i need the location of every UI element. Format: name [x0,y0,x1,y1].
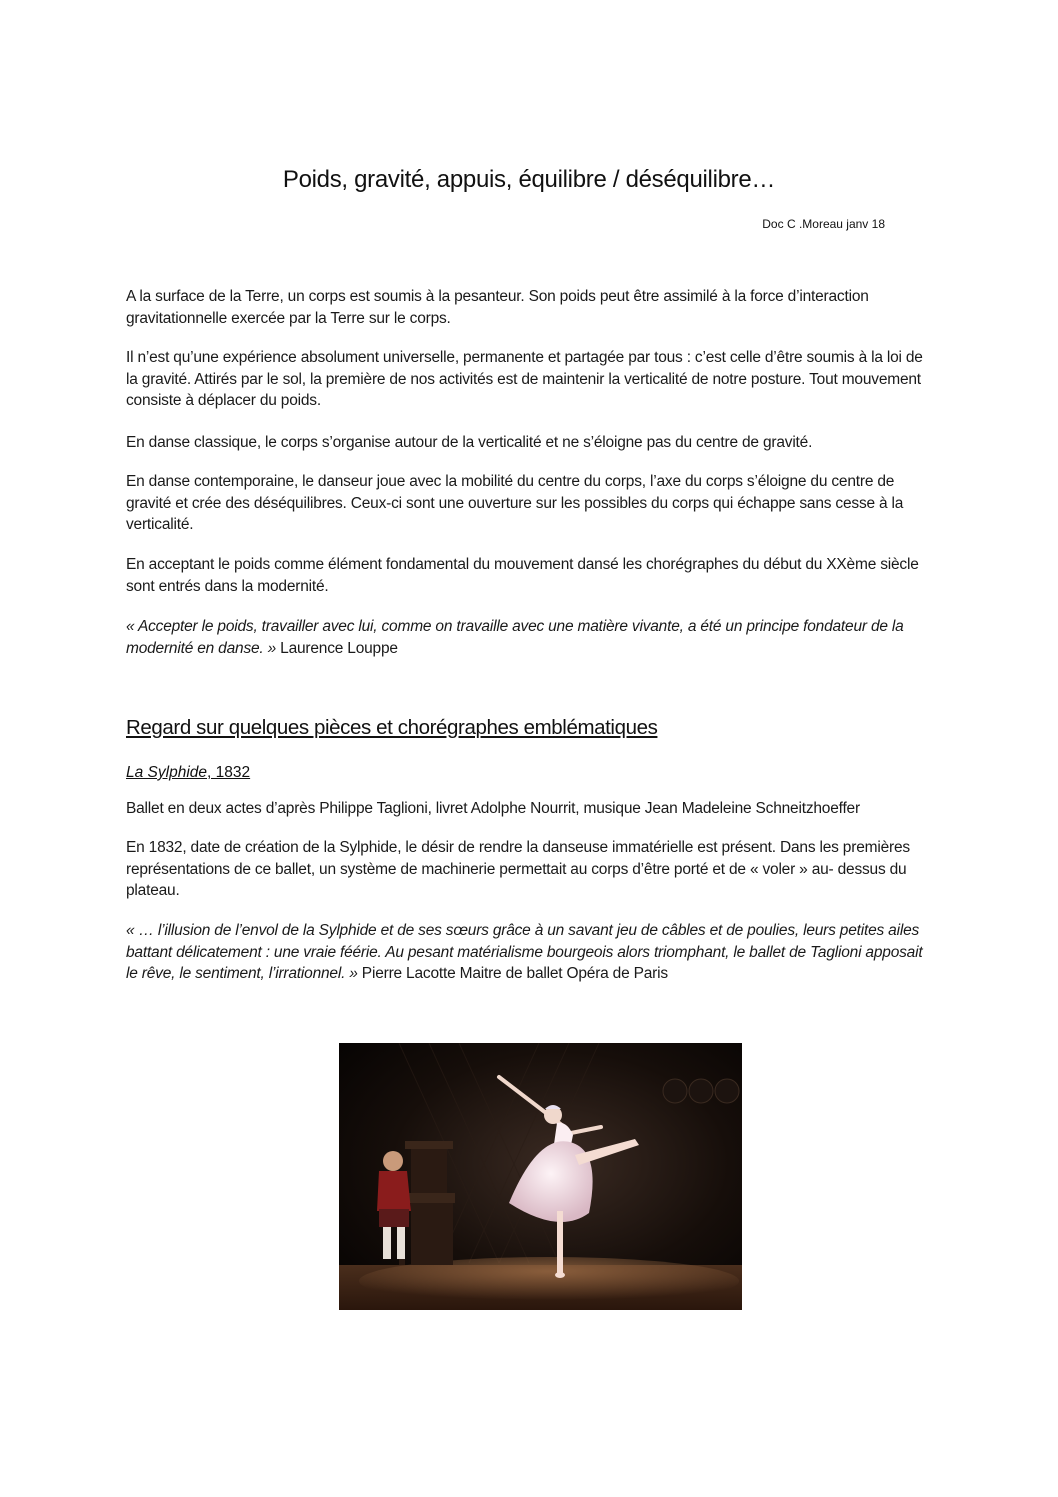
ballet-credits: Ballet en deux actes d’après Philippe Taglioni, livret Adolphe Nourrit, musique Jean Madeleine Schneitzhoeffer [126,800,860,817]
document-title: Poids, gravité, appuis, équilibre / déséquilibre… [282,166,776,193]
paragraph-4: En danse contemporaine, le danseur joue avec la mobilité du centre du corps, l’axe du corps s’éloigne du centre de gravité et crée des déséquilibres. Ceux-ci sont une ouverture sur les possibles du corps qui échappe sans cesse à la verticalité. [126,473,904,533]
paragraph-2: Il n’est qu’une expérience absolument universelle, permanente et partagée par tous : c’est celle d’être soumis à la loi de la gravité. Attirés par le sol, la première de nos activités est de maintenir la verticalité de notre posture. Tout mouvement consiste à déplacer du poids. [126,349,923,409]
quote-lacotte [126,920,932,985]
ballet-photo [339,1043,742,1310]
section-heading: Regard sur quelques pièces et chorégraphes emblématiques [126,716,658,739]
paragraph-5: En acceptant le poids comme élément fondamental du mouvement dansé les chorégraphes du début du XXème siècle sont entrés dans la modernité. [126,556,919,595]
quote-lacotte-attribution: Pierre Lacotte Maitre de ballet Opéra de Paris [357,965,668,982]
ballet-photo-illustration [339,1043,742,1310]
ballet-paragraph: En 1832, date de création de la Sylphide, le désir de rendre la danseuse immatérielle est présent. Dans les premières représentations de ce ballet, un système de machinerie permettait au corps d’être porté et de « voler » au- dessus du plateau. [126,839,910,899]
quote-lacotte-text: « … l’illusion de l’envol de la Sylphide et de ses sœurs grâce à un savant jeu de câbles et de poulies, leurs petites ailes battant délicatement : une vraie féérie. Au pesant matérialisme bourgeois alors triomphant, le ballet de Taglioni apposait le rêve, le sentiment, l’irrationnel. » [126,922,923,982]
author-line: Doc C .Moreau janv 18 [762,217,885,231]
quote-louppe [126,616,932,659]
subsection-heading [126,764,250,782]
subsection-year: , 1832 [207,764,251,781]
quote-louppe-attribution: Laurence Louppe [280,639,398,657]
subsection-title: La Sylphide [126,764,208,781]
quote-louppe-text: « Accepter le poids, travailler avec lui, comme on travaille avec une matière vivante, a été un principe fondateur de la modernité en danse. » [126,618,904,657]
paragraph-3: En danse classique, le corps s’organise autour de la verticalité et ne s’éloigne pas du centre de gravité. [126,434,813,451]
paragraph-1: A la surface de la Terre, un corps est soumis à la pesanteur. Son poids peut être assimilé à la force d’interaction gravitationnelle exercée par la Terre sur le corps. [126,288,869,327]
